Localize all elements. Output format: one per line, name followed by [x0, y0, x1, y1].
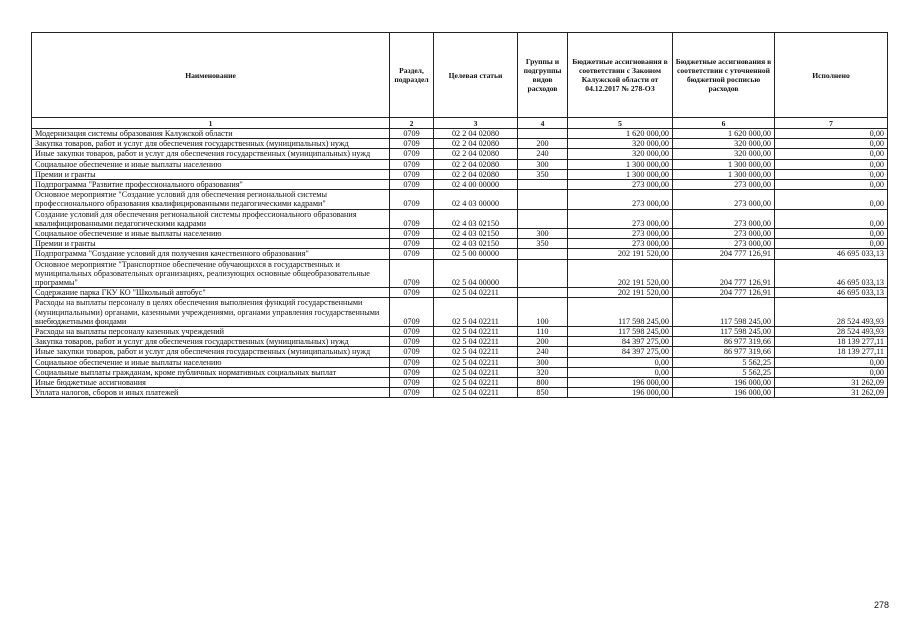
cell-refined-allocation: 196 000,00	[673, 378, 775, 388]
cell-target: 02 2 04 02080	[434, 129, 518, 139]
cell-target: 02 2 04 02080	[434, 159, 518, 169]
cell-group	[518, 129, 568, 139]
cell-law-allocation: 0,00	[568, 367, 673, 377]
cell-law-allocation: 320 000,00	[568, 149, 673, 159]
cell-name: Иные закупки товаров, работ и услуг для обеспечения государственных (муниципальных) нужд	[32, 149, 390, 159]
cell-executed: 0,00	[775, 239, 888, 249]
table-row	[32, 239, 888, 249]
cell-refined-allocation: 117 598 245,00	[673, 298, 775, 327]
table-row	[32, 388, 888, 398]
cell-section: 0709	[390, 169, 434, 179]
cell-group: 200	[518, 139, 568, 149]
cell-target: 02 2 04 02080	[434, 169, 518, 179]
cell-law-allocation: 84 397 275,00	[568, 347, 673, 357]
cell-law-allocation: 117 598 245,00	[568, 327, 673, 337]
cell-executed: 31 262,09	[775, 378, 888, 388]
cell-section: 0709	[390, 357, 434, 367]
cell-refined-allocation: 86 977 319,66	[673, 337, 775, 347]
cell-name: Закупка товаров, работ и услуг для обеспечения государственных (муниципальных) нужд	[32, 139, 390, 149]
cell-refined-allocation: 1 300 000,00	[673, 159, 775, 169]
table-row	[32, 259, 888, 288]
cell-section: 0709	[390, 239, 434, 249]
budget-table	[31, 32, 888, 398]
cell-refined-allocation: 204 777 126,91	[673, 288, 775, 298]
cell-target: 02 5 04 02211	[434, 347, 518, 357]
cell-law-allocation: 273 000,00	[568, 239, 673, 249]
header-target: Целевая статьи	[434, 33, 518, 118]
cell-executed: 0,00	[775, 180, 888, 190]
cell-section: 0709	[390, 149, 434, 159]
cell-name: Социальное обеспечение и иные выплаты населению	[32, 357, 390, 367]
cell-name: Расходы на выплаты персоналу казенных учреждений	[32, 327, 390, 337]
cell-law-allocation: 273 000,00	[568, 229, 673, 239]
table-row	[32, 180, 888, 190]
cell-executed: 0,00	[775, 367, 888, 377]
cell-section: 0709	[390, 249, 434, 259]
cell-refined-allocation: 117 598 245,00	[673, 327, 775, 337]
cell-law-allocation: 320 000,00	[568, 139, 673, 149]
cell-name: Социальное обеспечение и иные выплаты населению	[32, 159, 390, 169]
cell-name: Иные бюджетные ассигнования	[32, 378, 390, 388]
cell-target: 02 4 03 00000	[434, 190, 518, 209]
cell-group: 100	[518, 298, 568, 327]
cell-executed: 0,00	[775, 169, 888, 179]
cell-group: 300	[518, 159, 568, 169]
cell-section: 0709	[390, 378, 434, 388]
table-row	[32, 249, 888, 259]
cell-target: 02 5 04 02211	[434, 337, 518, 347]
cell-law-allocation: 273 000,00	[568, 209, 673, 228]
cell-executed: 28 524 493,93	[775, 298, 888, 327]
cell-target: 02 5 04 02211	[434, 298, 518, 327]
cell-target: 02 5 04 02211	[434, 288, 518, 298]
table-row	[32, 190, 888, 209]
cell-refined-allocation: 273 000,00	[673, 180, 775, 190]
cell-target: 02 5 04 00000	[434, 259, 518, 288]
cell-executed: 0,00	[775, 209, 888, 228]
cell-executed: 0,00	[775, 190, 888, 209]
cell-group	[518, 288, 568, 298]
cell-executed: 0,00	[775, 129, 888, 139]
cell-executed: 46 695 033,13	[775, 249, 888, 259]
cell-name: Иные закупки товаров, работ и услуг для обеспечения государственных (муниципальных) нужд	[32, 347, 390, 357]
cell-law-allocation: 117 598 245,00	[568, 298, 673, 327]
cell-refined-allocation: 86 977 319,66	[673, 347, 775, 357]
cell-name: Содержание парка ГКУ КО "Школьный автобус"	[32, 288, 390, 298]
column-number: 4	[518, 118, 568, 129]
header-groups: Группы и подгруппы видов расходов	[518, 33, 568, 118]
cell-executed: 18 139 277,11	[775, 347, 888, 357]
cell-group: 350	[518, 169, 568, 179]
cell-section: 0709	[390, 139, 434, 149]
table-row	[32, 347, 888, 357]
column-number: 3	[434, 118, 518, 129]
cell-section: 0709	[390, 347, 434, 357]
cell-law-allocation: 0,00	[568, 357, 673, 367]
cell-law-allocation: 273 000,00	[568, 190, 673, 209]
cell-name: Закупка товаров, работ и услуг для обеспечения государственных (муниципальных) нужд	[32, 337, 390, 347]
cell-target: 02 5 04 02211	[434, 367, 518, 377]
cell-law-allocation: 1 620 000,00	[568, 129, 673, 139]
table-row	[32, 357, 888, 367]
cell-section: 0709	[390, 288, 434, 298]
cell-group	[518, 249, 568, 259]
cell-group	[518, 180, 568, 190]
column-number-row	[32, 118, 888, 129]
table-row	[32, 337, 888, 347]
cell-section: 0709	[390, 129, 434, 139]
cell-target: 02 4 03 02150	[434, 229, 518, 239]
table-row	[32, 129, 888, 139]
cell-group: 240	[518, 149, 568, 159]
table-row	[32, 169, 888, 179]
cell-group: 800	[518, 378, 568, 388]
table-header-row	[32, 33, 888, 118]
header-refined-allocations: Бюджетные ассигнования в соответствии с уточненной бюджетной росписью расходов	[673, 33, 775, 118]
cell-group: 350	[518, 239, 568, 249]
cell-name: Социальные выплаты гражданам, кроме публичных нормативных социальных выплат	[32, 367, 390, 377]
cell-executed: 0,00	[775, 149, 888, 159]
cell-group: 240	[518, 347, 568, 357]
table-row	[32, 298, 888, 327]
cell-group: 300	[518, 229, 568, 239]
cell-section: 0709	[390, 190, 434, 209]
cell-name: Основное мероприятие "Транспортное обеспечение обучающихся в государственных и муниципальных образовательных организациях, реализующих основные общеобразовательные программы"	[32, 259, 390, 288]
cell-group: 850	[518, 388, 568, 398]
cell-name: Подпрограмма "Развитие профессионального образования"	[32, 180, 390, 190]
cell-target: 02 4 00 00000	[434, 180, 518, 190]
page-number: 278	[874, 600, 890, 610]
cell-executed: 31 262,09	[775, 388, 888, 398]
cell-group: 110	[518, 327, 568, 337]
cell-group	[518, 259, 568, 288]
cell-name: Подпрограмма "Создание условий для получения качественного образования"	[32, 249, 390, 259]
cell-law-allocation: 202 191 520,00	[568, 288, 673, 298]
cell-executed: 0,00	[775, 229, 888, 239]
cell-section: 0709	[390, 337, 434, 347]
cell-executed: 0,00	[775, 139, 888, 149]
cell-refined-allocation: 273 000,00	[673, 209, 775, 228]
cell-group: 320	[518, 367, 568, 377]
cell-target: 02 2 04 02080	[434, 149, 518, 159]
cell-name: Расходы на выплаты персоналу в целях обеспечения выполнения функций государственными (муниципальными) органами, казенными учреждениями, органами управления государственными внебюджетными фондами	[32, 298, 390, 327]
cell-refined-allocation: 320 000,00	[673, 149, 775, 159]
table-body	[32, 129, 888, 398]
cell-name: Премии и гранты	[32, 239, 390, 249]
cell-section: 0709	[390, 180, 434, 190]
header-name: Наименование	[32, 33, 390, 118]
cell-law-allocation: 84 397 275,00	[568, 337, 673, 347]
header-executed: Исполнено	[775, 33, 888, 118]
table-row	[32, 327, 888, 337]
cell-group	[518, 190, 568, 209]
cell-target: 02 5 04 02211	[434, 357, 518, 367]
cell-executed: 28 524 493,93	[775, 327, 888, 337]
cell-refined-allocation: 204 777 126,91	[673, 259, 775, 288]
table-row	[32, 139, 888, 149]
cell-executed: 46 695 033,13	[775, 288, 888, 298]
cell-refined-allocation: 320 000,00	[673, 139, 775, 149]
cell-name: Создание условий для обеспечения региональной системы профессионального образования квалифицированными педагогическими кадрами	[32, 209, 390, 228]
cell-section: 0709	[390, 298, 434, 327]
cell-section: 0709	[390, 259, 434, 288]
cell-group: 200	[518, 337, 568, 347]
header-section: Раздел, подраздел	[390, 33, 434, 118]
table-row	[32, 378, 888, 388]
cell-target: 02 2 04 02080	[434, 139, 518, 149]
cell-law-allocation: 273 000,00	[568, 180, 673, 190]
column-number: 6	[673, 118, 775, 129]
column-number: 1	[32, 118, 390, 129]
cell-name: Основное мероприятие "Создание условий для обеспечения региональной системы профессионального образования квалифицированными педагогическими кадрами"	[32, 190, 390, 209]
cell-refined-allocation: 1 300 000,00	[673, 169, 775, 179]
cell-law-allocation: 1 300 000,00	[568, 159, 673, 169]
cell-executed: 18 139 277,11	[775, 337, 888, 347]
cell-law-allocation: 1 300 000,00	[568, 169, 673, 179]
table-row	[32, 288, 888, 298]
cell-name: Премии и гранты	[32, 169, 390, 179]
cell-section: 0709	[390, 159, 434, 169]
header-law-allocations: Бюджетные ассигнования в соответствии с Законом Калужской области от 04.12.2017 № 278-ОЗ	[568, 33, 673, 118]
cell-refined-allocation: 273 000,00	[673, 239, 775, 249]
cell-law-allocation: 196 000,00	[568, 388, 673, 398]
column-number: 7	[775, 118, 888, 129]
cell-refined-allocation: 5 562,25	[673, 367, 775, 377]
cell-refined-allocation: 5 562,25	[673, 357, 775, 367]
cell-law-allocation: 202 191 520,00	[568, 259, 673, 288]
cell-name: Социальное обеспечение и иные выплаты населению	[32, 229, 390, 239]
table-row	[32, 209, 888, 228]
cell-group	[518, 209, 568, 228]
cell-executed: 0,00	[775, 159, 888, 169]
cell-target: 02 5 04 02211	[434, 378, 518, 388]
cell-target: 02 4 03 02150	[434, 209, 518, 228]
cell-law-allocation: 196 000,00	[568, 378, 673, 388]
table-row	[32, 149, 888, 159]
cell-target: 02 5 00 00000	[434, 249, 518, 259]
cell-target: 02 5 04 02211	[434, 388, 518, 398]
cell-target: 02 4 03 02150	[434, 239, 518, 249]
table-row	[32, 229, 888, 239]
cell-name: Модернизация системы образования Калужской области	[32, 129, 390, 139]
table-row	[32, 159, 888, 169]
cell-refined-allocation: 204 777 126,91	[673, 249, 775, 259]
column-number: 2	[390, 118, 434, 129]
cell-target: 02 5 04 02211	[434, 327, 518, 337]
cell-refined-allocation: 1 620 000,00	[673, 129, 775, 139]
cell-refined-allocation: 273 000,00	[673, 190, 775, 209]
cell-law-allocation: 202 191 520,00	[568, 249, 673, 259]
cell-section: 0709	[390, 388, 434, 398]
cell-refined-allocation: 273 000,00	[673, 229, 775, 239]
cell-section: 0709	[390, 327, 434, 337]
column-number: 5	[568, 118, 673, 129]
cell-section: 0709	[390, 209, 434, 228]
cell-section: 0709	[390, 367, 434, 377]
cell-executed: 46 695 033,13	[775, 259, 888, 288]
cell-name: Уплата налогов, сборов и иных платежей	[32, 388, 390, 398]
cell-executed: 0,00	[775, 357, 888, 367]
table-row	[32, 367, 888, 377]
cell-group: 300	[518, 357, 568, 367]
cell-refined-allocation: 196 000,00	[673, 388, 775, 398]
cell-section: 0709	[390, 229, 434, 239]
